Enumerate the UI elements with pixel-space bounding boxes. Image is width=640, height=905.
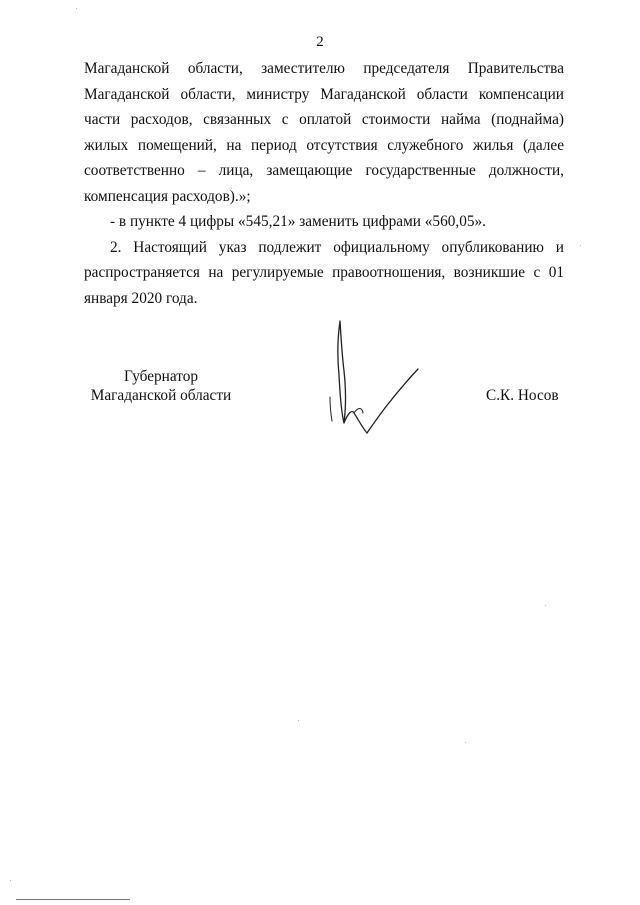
document-body bbox=[84, 56, 564, 311]
scan-speck bbox=[298, 720, 299, 721]
paragraph-continuation: Магаданской области, заместителю председателя Правительства Магаданской области, министру Магаданской области компенсации части расходов, связанных с оплатой стоимости найма (поднайма) жилых помещений, на период отсутствия служебного жилья (далее соответственно – лица, замещающие государственные должности, компенсация расходов).»; bbox=[84, 60, 564, 205]
scan-speck bbox=[545, 605, 546, 606]
signatory-name: С.К. Носов bbox=[486, 387, 559, 404]
signatory-title-line2: Магаданской области bbox=[90, 387, 232, 404]
scan-speck bbox=[76, 8, 77, 9]
signatory-title bbox=[86, 367, 236, 405]
scan-speck bbox=[465, 742, 466, 743]
scan-speck bbox=[580, 245, 581, 246]
footer-rule bbox=[16, 899, 130, 900]
paragraph-effective-date: 2. Настоящий указ подлежит официальному опубликованию и распространяется на регулируемые правоотношения, возникшие с 01 января 2020 года. bbox=[84, 238, 564, 307]
handwritten-signature bbox=[322, 315, 432, 445]
paragraph-amendment: - в пункте 4 цифры «545,21» заменить цифрами «560,05». bbox=[110, 213, 486, 230]
signature-block bbox=[0, 367, 640, 447]
scan-speck bbox=[10, 880, 11, 881]
signatory-title-line1: Губернатор bbox=[123, 368, 199, 385]
page-number: 2 bbox=[316, 34, 324, 50]
